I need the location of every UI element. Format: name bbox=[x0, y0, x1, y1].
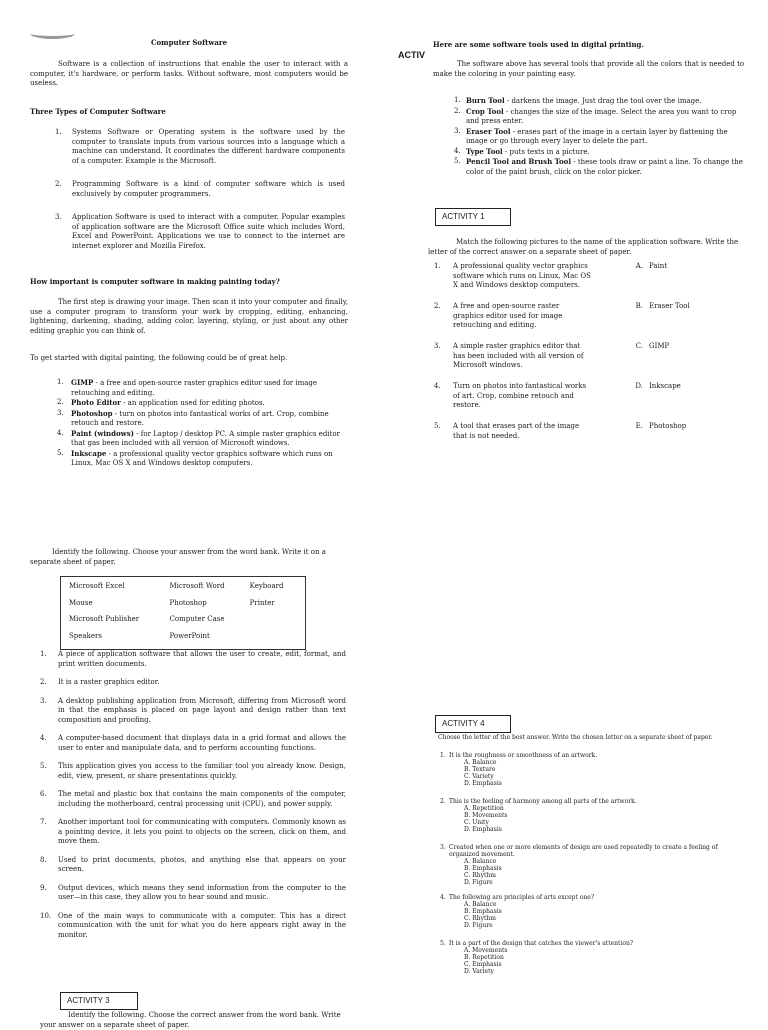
important-paragraph: The first step is drawing your image. Then scan it into your computer and finally, use a computer program to transform your work by cropping, editing, enhancing, lightening, darkening, shading, adding color, layering, styling, or just about any other editing graphic you can think of. bbox=[30, 298, 348, 335]
activity1-instructions: Match the following pictures to the name of the application software. Write the letter of the correct answer on a separate sheet of paper. bbox=[428, 238, 739, 256]
word-bank-cell: Keyboard bbox=[249, 582, 284, 590]
word-bank-cell: PowerPoint bbox=[169, 631, 210, 640]
page-title: Computer Software bbox=[150, 38, 228, 47]
match-list bbox=[434, 262, 740, 462]
mc-question: 5. It is a part of the design that catches the viewer's attention? A. Movements B. Repetition C. Emphasis D. Variety bbox=[440, 940, 634, 975]
mc-question: 4. The following are principles of arts except one? A. Balance B. Emphasis C. Rhythm D. Figure bbox=[440, 894, 595, 929]
word-bank-cell: Speakers bbox=[69, 631, 102, 640]
identify-questions bbox=[40, 650, 346, 940]
word-bank-cell: Microsoft Excel bbox=[69, 582, 125, 590]
tools-heading: Here are some software tools used in digital printing. bbox=[433, 40, 644, 49]
list-item: 5. Inkscape - a professional quality vector graphics software which runs on Linux, Mac OS X and Windows desktop computers. bbox=[57, 448, 333, 467]
question-item: 8. Used to print documents, photos, and anything else that appears on your screen. bbox=[40, 855, 346, 873]
list-item: 5. Pencil Tool and Brush Tool - these tools draw or paint a line. To change the color of the paint brush, click on the color picker. bbox=[454, 157, 743, 176]
question-item: 5. This application gives you access to the familiar tool you already know. Design, edit, view, present, or share presentations quickly. bbox=[40, 762, 346, 780]
word-bank bbox=[60, 576, 306, 650]
mc-question: 1. It is the roughness or smoothness of an artwork. A. Balance B. Texture C. Variety D. Emphasis bbox=[440, 752, 598, 787]
intro-paragraph: Software is a collection of instructions that enable the user to interact with a computer, it's hardware, or perform tasks. Without software, most computers would be useless. bbox=[30, 60, 348, 87]
list-item: 2. Programming Software is a kind of computer software which is used exclusively by computer programmers. bbox=[55, 180, 345, 198]
important-heading: How important is computer software in making painting today? bbox=[30, 277, 280, 286]
list-item: 4. Paint (windows) - for Laptop / desktop PC. A simple raster graphics editor that gas been included with all version of Microsoft windows. bbox=[57, 428, 340, 447]
question-item: 1. A piece of application software that allows the user to create, edit, format, and print written documents. bbox=[40, 650, 346, 668]
activ-label: ACTIV bbox=[398, 50, 425, 60]
list-item: 1. GIMP - a free and open-source raster graphics editor used for image retouching and editing. bbox=[57, 378, 318, 397]
word-bank-cell: Microsoft Word bbox=[169, 582, 225, 590]
question-item: 10. One of the main ways to communicate with a computer. This has a direct communication with the unit for what you do here appears right away in the monitor. bbox=[40, 911, 346, 939]
word-bank-cell: Computer Case bbox=[169, 615, 225, 623]
question-item: 9. Output devices, which means they send information from the computer to the user—in this case, they allow you to hear sound and music. bbox=[40, 883, 346, 901]
match-row: 3. A simple raster graphics editor that has been included with all version of Microsoft windows. C. GIMP bbox=[434, 342, 670, 369]
getstarted-text: To get started with digital painting, the following could be of great help. bbox=[30, 354, 288, 362]
list-item: 4. Type Tool - puts texts in a picture. bbox=[454, 146, 590, 156]
activity3-instructions: Identify the following. Choose the correct answer from the word bank. Write your answer on a separate sheet of paper. bbox=[40, 1011, 341, 1029]
list-item: 3. Application Software is used to interact with a computer. Popular examples of application software are the Microsoft Office suite which includes Word, Excel and PowerPoint. Applications we use to connect to the internet are internet explorer and Mozilla Firefox. bbox=[55, 213, 345, 250]
apps-list bbox=[57, 378, 347, 469]
types-list bbox=[55, 128, 345, 251]
identify-instructions: Identify the following. Choose your answer from the word bank. Write it on a separate sheet of paper. bbox=[30, 548, 326, 566]
match-row: 1. A professional quality vector graphics software which runs on Linux, Mac OS X and Windows desktop computers. A. Paint bbox=[434, 262, 668, 289]
list-item: 2. Photo Editor - an application used for editing photos. bbox=[57, 398, 265, 407]
tools-list bbox=[454, 96, 744, 177]
word-bank-cell: Printer bbox=[249, 598, 275, 607]
question-item: 6. The metal and plastic box that contains the main components of the computer, including the motherboard, central processing unit (CPU), and power supply. bbox=[40, 790, 346, 808]
activity4-label: ACTIVITY 4 bbox=[435, 715, 511, 733]
question-item: 4. A computer-based document that displays data in a grid format and allows the user to enter and manipulate data, and to perform accounting functions. bbox=[40, 734, 346, 752]
activity3-label: ACTIVITY 3 bbox=[60, 992, 138, 1010]
mc-question: 3. Created when one or more elements of design are used repeatedly to create a feeling of organized movement. A. Balance B. Emphasis C. Rhythm D. Figure bbox=[440, 844, 718, 886]
question-item: 2. It is a raster graphics editor. bbox=[40, 678, 160, 686]
match-row: 2. A free and open-source raster graphics editor used for image retouching and editing. B. Eraser Tool bbox=[434, 302, 690, 329]
word-bank-cell bbox=[248, 630, 299, 647]
activity4-instructions: Choose the letter of the best answer. Write the chosen letter on a separate sheet of paper. bbox=[438, 734, 713, 741]
word-bank-cell: Mouse bbox=[69, 598, 93, 607]
word-bank-table bbox=[67, 580, 299, 646]
match-row: 4. Turn on photos into fantastical works of art. Crop, combine retouch and restore. D. Inkscape bbox=[434, 382, 681, 409]
list-item: 1. Systems Software or Operating system is the software used by the computer to translate inputs from various sources into a language which a machine can understand. It coordinates the different hardware components of a computer. Example is the Microsoft. bbox=[55, 128, 345, 165]
list-item: 3. Photoshop - turn on photos into fantastical works of art. Crop, combine retouch and restore. bbox=[57, 408, 329, 427]
question-item: 7. Another important tool for communicating with computers. Commonly known as a pointing device, it lets you point to objects on the screen, click on them, and move them. bbox=[40, 818, 346, 845]
list-item: 2. Crop Tool - changes the size of the image. Select the area you want to crop and press enter. bbox=[454, 106, 737, 125]
tools-intro: The software above has several tools that provide all the colors that is needed to make the coloring in your painting easy. bbox=[433, 60, 745, 78]
match-row: 5. A tool that erases part of the image that is not needed. E. Photoshop bbox=[434, 422, 687, 440]
word-bank-cell: Photoshop bbox=[169, 598, 207, 607]
question-item: 3. A desktop publishing application from Microsoft, differing from Microsoft word in that the emphasis is placed on page layout and design rather than text composition and proofing. bbox=[40, 696, 346, 724]
activity1-label: ACTIVITY 1 bbox=[435, 208, 511, 226]
word-bank-cell bbox=[248, 613, 299, 630]
types-heading: Three Types of Computer Software bbox=[30, 107, 166, 116]
list-item: 1. Burn Tool - darkens the image. Just drag the tool over the image. bbox=[454, 96, 702, 105]
list-item: 3. Eraser Tool - erases part of the image in a certain layer by flattening the image or go through every layer to delete the part. bbox=[454, 126, 728, 145]
word-bank-cell: Microsoft Publisher bbox=[69, 615, 140, 623]
mc-question: 2. This is the feeling of harmony among all parts of the artwork. A. Repetition B. Movements C. Unity D. Emphasis bbox=[440, 798, 637, 833]
mc-questions bbox=[440, 752, 740, 975]
